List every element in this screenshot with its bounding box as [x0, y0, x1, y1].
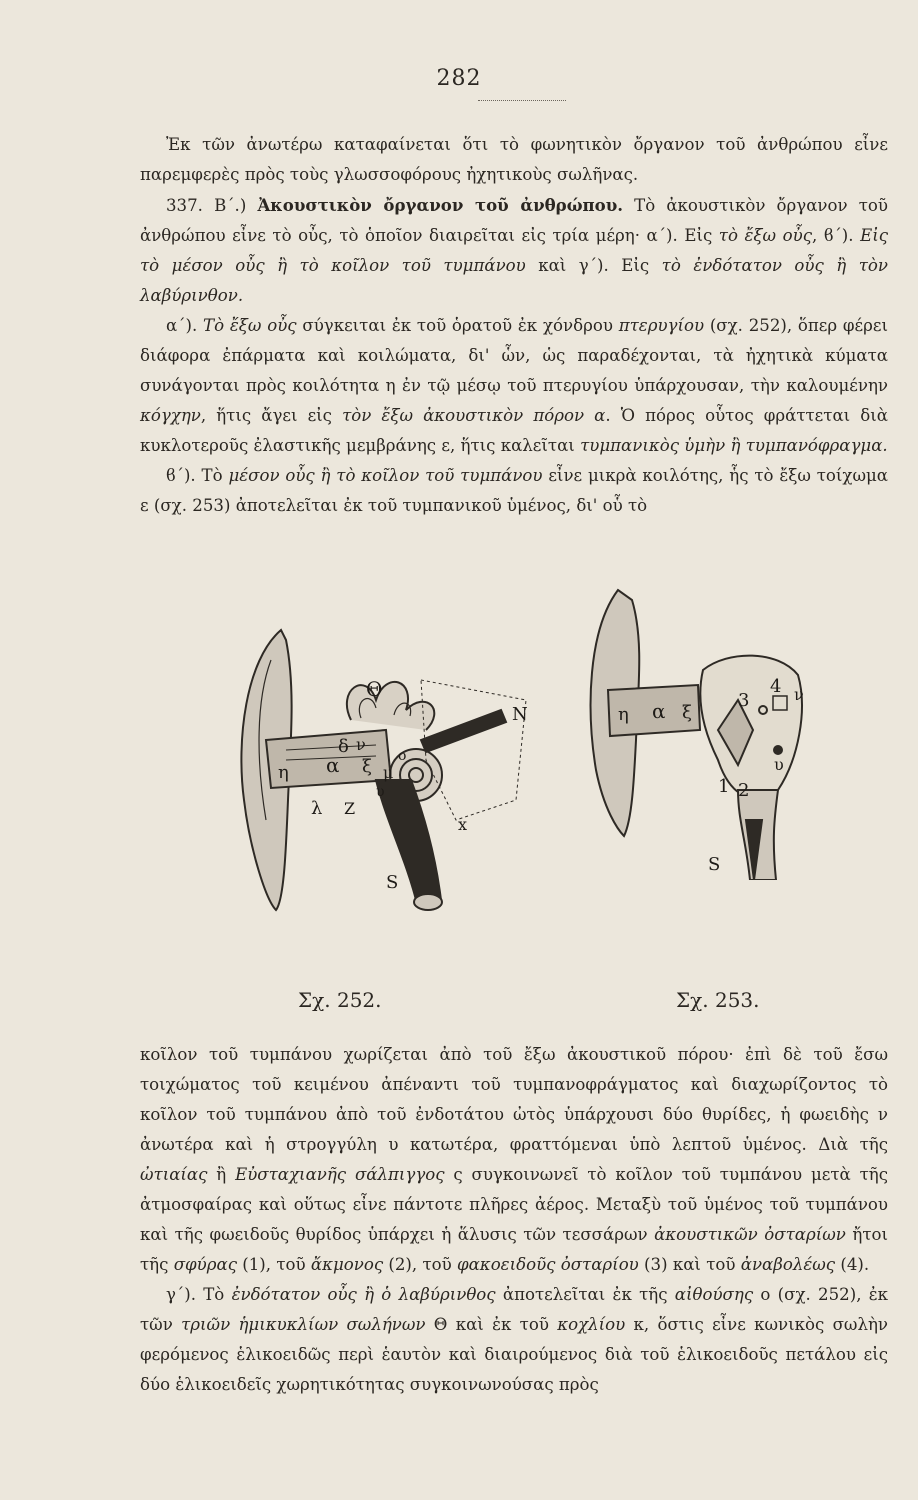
paragraph-continuation: κοῖλον τοῦ τυμπάνου χωρίζεται ἀπὸ τοῦ ἔξω ἀκουστικοῦ πόρου· ἐπὶ δὲ τοῦ ἔσω τοιχώματος τοῦ κειμένου ἀπέναντι τοῦ τυμπανοφράγματος καὶ διαχωρίζοντος τὸ κοῖλον τοῦ τυμπάνου ἀπὸ τοῦ ἐνδοτάτου ὠτὸς ὑπάρχουσι δύο θυρίδες, ἡ φωειδὴς ν ἀνωτέρα καὶ ἡ στρογγύλη υ κατωτέρα, φραττόμεναι ὑπὸ λεπτοῦ ὑμένος. Διὰ τῆς ὠτιαίας ἢ Εὐσταχιανῆς σάλπιγγος ς συγκοινωνεῖ τὸ κοῖλον τοῦ τυμπάνου μετὰ τῆς ἀτμοσφαίρας καὶ οὕτως εἶνε πάντοτε πλῆρες ἀέρος. Μεταξὺ τοῦ ὑμένος τοῦ τυμπάνου καὶ τῆς φωειδοῦς θυρίδος ὑπάρχει ἡ ἅλυσις τῶν τεσσάρων ἀκουστικῶν ὀσταρίων ἤτοι τῆς σφύρας (1), τοῦ ἄκμονος (2), τοῦ φακοειδοῦς ὀσταρίου (3) καὶ τοῦ ἀναβολέως (4). [140, 1045, 889, 1274]
label-4: 4 [770, 676, 782, 697]
section-heading: Ἀκουστικὸν ὄργανον τοῦ ἀνθρώπου. [257, 195, 624, 215]
label-alpha: α [326, 753, 340, 777]
label-xi: ξ [362, 756, 372, 777]
figure-253-caption: Σχ. 253. [676, 988, 760, 1012]
label-nu-253: ν [794, 685, 804, 704]
section-number: 337. Β΄.) [166, 196, 247, 215]
label-delta: δ [338, 736, 349, 757]
figure-252-caption: Σχ. 252. [298, 988, 382, 1012]
label-eta-253: η [618, 704, 629, 725]
label-zeta: Z [344, 799, 356, 818]
page-number: 282 [436, 66, 482, 91]
paragraph-gamma: γ΄). Τὸ ἐνδότατον οὖς ἢ ὁ λαβύρινθος ἀποτελεῖται ἐκ τῆς αἰθούσης ο (σχ. 252), ἐκ τῶν τριῶν ἡμικυκλίων σωλήνων Θ καὶ ἐκ τοῦ κοχλίου κ, ὅστις εἶνε κωνικὸς σωλὴν φερόμενος ἑλικοειδῶς περὶ ἑαυτὸν καὶ διαιρούμενος διὰ τοῦ ἑλικοειδοῦς πετάλου εἰς δύο ἑλικοειδεῖς χωρητικότητας συγκοινωνούσας πρὸς [140, 1285, 889, 1394]
label-3: 3 [738, 690, 750, 711]
label-mu: μ [383, 763, 394, 782]
label-1: 1 [718, 776, 730, 797]
label-S-253: S [708, 854, 721, 875]
top-text-block [140, 130, 888, 521]
paragraph-337: 337. Β΄.) Ἀκουστικὸν ὄργανον τοῦ ἀνθρώπου. Τὸ ἀκουστικὸν ὄργανον τοῦ ἀνθρώπου εἶνε τὸ οὖς, τὸ ὁποῖον διαιρεῖται εἰς τρία μέρη· α΄). Εἰς τὸ ἔξω οὖς, ϐ΄). Εἰς τὸ μέσον οὖς ἢ τὸ κοῖλον τοῦ τυμπάνου καὶ γ΄). Εἰς τὸ ἐνδότατον οὖς ἢ τὸν λαβύρινθον. [140, 195, 888, 305]
label-lambda: λ [311, 798, 323, 819]
paragraph-beta: ϐ΄). Τὸ μέσον οὖς ἢ τὸ κοῖλον τοῦ τυμπάνου εἶνε μικρὰ κοιλότης, ἧς τὸ ἔξω τοίχωμα ε (σχ. 253) ἀποτελεῖται ἐκ τοῦ τυμπανικοῦ ὑμένος, δι' οὗ τὸ [140, 466, 888, 515]
label-x: x [458, 815, 468, 834]
label-nu: ν [356, 735, 366, 754]
label-upsilon-253: υ [774, 755, 784, 774]
label-alpha-253: α [652, 699, 666, 723]
figure-252-ear-diagram [226, 600, 556, 920]
label-theta: Θ [366, 677, 383, 701]
label-omicron: ο [398, 748, 407, 764]
bottom-text-block [140, 1040, 888, 1400]
label-eta: η [278, 762, 289, 783]
paragraph-1: Ἐκ τῶν ἀνωτέρω καταφαίνεται ὅτι τὸ φωνητικὸν ὄργανον τοῦ ἀνθρώπου εἶνε παρεμφερὲς πρὸς τοὺς γλωσσοφόρους ἠχητικοὺς σωλῆνας. [140, 135, 888, 184]
figure-253-middle-ear-diagram [578, 580, 838, 880]
label-2: 2 [738, 780, 750, 801]
label-N: N [512, 704, 528, 725]
header-rule [478, 100, 566, 101]
label-S: S [386, 872, 399, 893]
label-upsilon: υ [376, 784, 385, 800]
paragraph-alpha: α΄). Τὸ ἔξω οὖς σύγκειται ἐκ τοῦ ὁρατοῦ ἐκ χόνδρου πτερυγίου (σχ. 252), ὅπερ φέρει διάφορα ἐπάρματα καὶ κοιλώματα, δι' ὧν, ὡς παραδέχονται, τὰ ἠχητικὰ κύματα συνάγονται πρὸς κοιλότητα η ἐν τῷ μέσῳ τοῦ πτερυγίου ὑπάρχουσαν, τὴν καλουμένην κόγχην, ἥτις ἄγει εἰς τὸν ἔξω ἀκουστικὸν πόρον α. Ὁ πόρος οὗτος φράττεται διὰ κυκλοτεροῦς ἐλαστικῆς μεμβράνης ε, ἥτις καλεῖται τυμπανικὸς ὑμὴν ἢ τυμπανόφραγμα. [140, 316, 889, 455]
label-xi-253: ξ [682, 702, 692, 723]
